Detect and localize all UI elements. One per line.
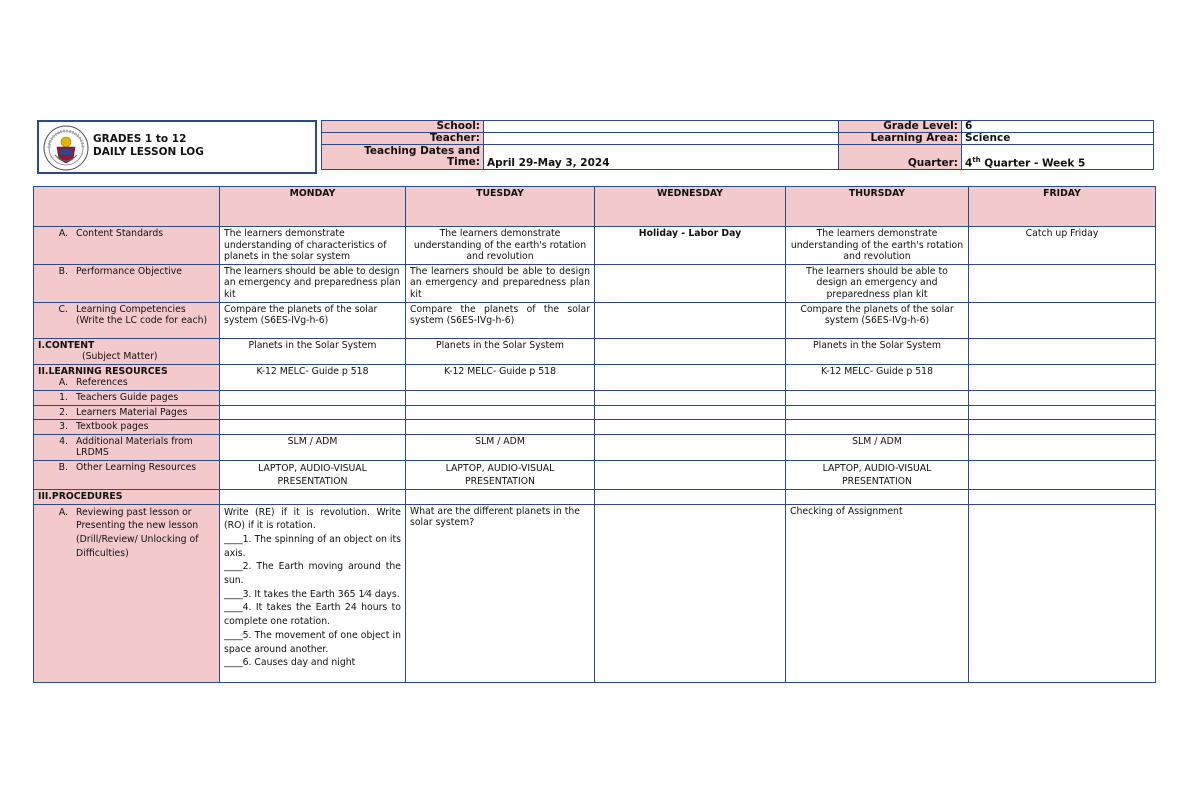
cell-thursday[interactable]: The learners should be able to design an emergency and preparedness plan kit <box>786 264 969 302</box>
review-line: ____5. The movement of one object in space around another. <box>224 629 401 655</box>
row-label-text: Teachers Guide pages <box>76 391 179 403</box>
row-label-text: Additional Materials from LRDMS <box>76 435 193 459</box>
cell-monday[interactable] <box>220 420 406 435</box>
cell-wednesday[interactable] <box>595 434 786 460</box>
day-header-tuesday: TUESDAY <box>406 187 595 227</box>
dates-label-line2: Time: <box>446 156 480 168</box>
cell-tuesday[interactable] <box>406 405 595 420</box>
dates-label-line1: Teaching Dates and <box>364 145 480 157</box>
textbook-row <box>34 420 1156 435</box>
log-title <box>93 133 204 159</box>
cell-friday[interactable] <box>969 405 1156 420</box>
cell-friday[interactable] <box>969 302 1156 338</box>
review-line: ____1. The spinning of an object on its axis. <box>224 533 401 559</box>
row-marker: B. <box>58 461 68 473</box>
cell-thursday[interactable]: LAPTOP, AUDIO-VISUAL PRESENTATION <box>786 460 969 489</box>
cell-tuesday[interactable]: The learners demonstrate understanding of the earth's rotation and revolution <box>406 227 595 265</box>
row-label-text: Content Standards <box>76 228 164 239</box>
corner-cell <box>34 187 220 227</box>
cell-tuesday[interactable]: LAPTOP, AUDIO-VISUAL PRESENTATION <box>406 460 595 489</box>
row-label-text: Learners Material Pages <box>76 406 188 418</box>
day-header-monday: MONDAY <box>220 187 406 227</box>
row-label-textbook <box>34 420 220 435</box>
cell-tuesday[interactable]: SLM / ADM <box>406 434 595 460</box>
subject-matter-label: (Subject Matter) <box>82 351 158 363</box>
cell-friday[interactable] <box>969 420 1156 435</box>
section-heading-learning-resources: II.LEARNING RESOURCES <box>38 365 168 377</box>
row-marker: A. <box>58 506 68 518</box>
row-marker: 3. <box>59 421 68 433</box>
learning-area-label: Learning Area: <box>839 133 962 145</box>
content-row <box>34 338 1156 364</box>
section-heading-procedures: III.PROCEDURES <box>34 489 220 504</box>
cell-thursday[interactable]: The learners demonstrate understanding of the earth's rotation and revolution <box>786 227 969 265</box>
cell-monday[interactable] <box>220 504 406 682</box>
cell-monday[interactable] <box>220 405 406 420</box>
cell-friday[interactable] <box>969 390 1156 405</box>
review-line: ____2. The Earth moving around the sun. <box>224 561 401 587</box>
title-line-grades: GRADES 1 to 12 <box>93 133 187 145</box>
row-label-content-standards <box>34 227 220 265</box>
section-heading-content: I.CONTENT <box>38 339 95 351</box>
cell-thursday[interactable]: Compare the planets of the solar system (S6ES-IVg-h-6) <box>786 302 969 338</box>
other-resources-row <box>34 460 1156 489</box>
quarter-text: Quarter - Week 5 <box>980 157 1086 169</box>
dates-label <box>322 145 484 170</box>
cell-wednesday[interactable] <box>595 302 786 338</box>
row-label-learning-competencies <box>34 302 220 338</box>
cell-friday[interactable] <box>969 338 1156 364</box>
quarter-field[interactable] <box>962 145 1154 170</box>
day-header-friday: FRIDAY <box>969 187 1156 227</box>
row-marker: C. <box>58 303 68 315</box>
cell-monday[interactable]: Compare the planets of the solar system (S6ES-IVg-h-6) <box>220 302 406 338</box>
row-label-reviewing <box>34 504 220 682</box>
review-line: Write (RE) if it is revolution. Write (RO) if it is rotation. <box>224 506 401 532</box>
cell-friday[interactable] <box>969 460 1156 489</box>
cell-monday[interactable]: Planets in the Solar System <box>220 338 406 364</box>
lesson-log-table <box>33 186 1156 683</box>
school-label: School: <box>322 121 484 133</box>
day-header-thursday: THURSDAY <box>786 187 969 227</box>
cell-tuesday[interactable] <box>406 420 595 435</box>
cell-thursday[interactable] <box>786 420 969 435</box>
cell-monday[interactable]: LAPTOP, AUDIO-VISUAL PRESENTATION <box>220 460 406 489</box>
cell-wednesday[interactable] <box>595 405 786 420</box>
cell-friday[interactable] <box>969 434 1156 460</box>
cell-thursday[interactable]: K-12 MELC- Guide p 518 <box>786 364 969 390</box>
day-header-wednesday: WEDNESDAY <box>595 187 786 227</box>
review-line: ____4. It takes the Earth 24 hours to complete one rotation. <box>224 602 401 628</box>
cell-tuesday[interactable]: Compare the planets of the solar system (S6ES-IVg-h-6) <box>406 302 595 338</box>
header-title-box <box>37 120 317 174</box>
cell-monday[interactable]: SLM / ADM <box>220 434 406 460</box>
cell-thursday[interactable] <box>786 405 969 420</box>
cell-wednesday[interactable] <box>595 489 786 504</box>
learning-area-field[interactable]: Science <box>962 133 1154 145</box>
additional-materials-row <box>34 434 1156 460</box>
cell-tuesday[interactable]: K-12 MELC- Guide p 518 <box>406 364 595 390</box>
cell-friday[interactable] <box>969 489 1156 504</box>
cell-friday[interactable] <box>969 364 1156 390</box>
grade-level-field[interactable]: 6 <box>962 121 1154 133</box>
references-label: References <box>76 377 128 389</box>
quarter-label: Quarter: <box>839 145 962 170</box>
dates-field[interactable]: April 29-May 3, 2024 <box>484 145 839 170</box>
content-standards-row <box>34 227 1156 265</box>
row-marker: A. <box>58 228 68 239</box>
days-header-row <box>34 187 1156 227</box>
row-marker: 2. <box>59 406 68 418</box>
cell-thursday[interactable]: SLM / ADM <box>786 434 969 460</box>
cell-thursday[interactable] <box>786 489 969 504</box>
teachers-guide-row <box>34 390 1156 405</box>
cell-thursday[interactable] <box>786 390 969 405</box>
review-line: ____6. Causes day and night <box>224 657 356 669</box>
row-label-additional-materials <box>34 434 220 460</box>
cell-tuesday[interactable] <box>406 390 595 405</box>
cell-wednesday[interactable]: Holiday - Labor Day <box>595 227 786 265</box>
deped-seal-icon <box>43 125 89 171</box>
row-label-teachers-guide <box>34 390 220 405</box>
cell-wednesday[interactable] <box>595 420 786 435</box>
row-label-learners-material <box>34 405 220 420</box>
procedures-heading-row <box>34 489 1156 504</box>
cell-thursday[interactable]: Checking of Assignment <box>786 504 969 682</box>
row-marker: 4. <box>59 435 68 447</box>
row-marker: A. <box>58 377 68 389</box>
learning-resources-row <box>34 364 1156 390</box>
cell-tuesday[interactable]: What are the different planets in the solar system? <box>406 504 595 682</box>
row-label-content <box>34 338 220 364</box>
cell-wednesday[interactable] <box>595 364 786 390</box>
cell-tuesday[interactable]: The learners should be able to design an emergency and preparedness plan kit <box>406 264 595 302</box>
title-line-dll: DAILY LESSON LOG <box>93 146 204 158</box>
cell-tuesday[interactable]: Planets in the Solar System <box>406 338 595 364</box>
cell-monday[interactable] <box>220 489 406 504</box>
row-marker: 1. <box>59 391 68 403</box>
learning-competencies-row <box>34 302 1156 338</box>
cell-friday[interactable] <box>969 504 1156 682</box>
cell-wednesday[interactable] <box>595 264 786 302</box>
row-label-text: Reviewing past lesson or Presenting the new lesson (Drill/Review/ Unlocking of Difficulties) <box>76 506 199 559</box>
quarter-suffix: th <box>972 155 981 164</box>
cell-thursday[interactable]: Planets in the Solar System <box>786 338 969 364</box>
cell-wednesday[interactable] <box>595 460 786 489</box>
cell-monday[interactable] <box>220 390 406 405</box>
cell-wednesday[interactable] <box>595 504 786 682</box>
cell-monday[interactable]: The learners should be able to design an emergency and preparedness plan kit <box>220 264 406 302</box>
cell-wednesday[interactable] <box>595 390 786 405</box>
cell-tuesday[interactable] <box>406 489 595 504</box>
review-line: ____3. It takes the Earth 365 1⁄4 days. <box>224 588 400 600</box>
teacher-label: Teacher: <box>322 133 484 145</box>
cell-friday[interactable] <box>969 264 1156 302</box>
cell-monday[interactable]: K-12 MELC- Guide p 518 <box>220 364 406 390</box>
teacher-field[interactable] <box>484 133 839 145</box>
row-label-text: Performance Objective <box>76 265 182 277</box>
cell-wednesday[interactable] <box>595 338 786 364</box>
cell-friday[interactable]: Catch up Friday <box>969 227 1156 265</box>
row-marker: B. <box>58 265 68 277</box>
quarter-number: 4 <box>965 157 973 169</box>
reviewing-row <box>34 504 1156 682</box>
performance-objective-row <box>34 264 1156 302</box>
cell-monday[interactable]: The learners demonstrate understanding of characteristics of planets in the solar system <box>220 227 406 265</box>
row-label-learning-resources <box>34 364 220 390</box>
school-field[interactable] <box>484 121 839 133</box>
row-label-text: Learning Competencies (Write the LC code for each) <box>76 303 208 327</box>
learners-material-row <box>34 405 1156 420</box>
grade-level-label: Grade Level: <box>839 121 962 133</box>
row-label-text: Other Learning Resources <box>76 461 197 473</box>
row-label-performance-objective <box>34 264 220 302</box>
header-info-table <box>321 120 1154 170</box>
row-label-text: Textbook pages <box>76 421 149 433</box>
row-label-other-resources <box>34 460 220 489</box>
